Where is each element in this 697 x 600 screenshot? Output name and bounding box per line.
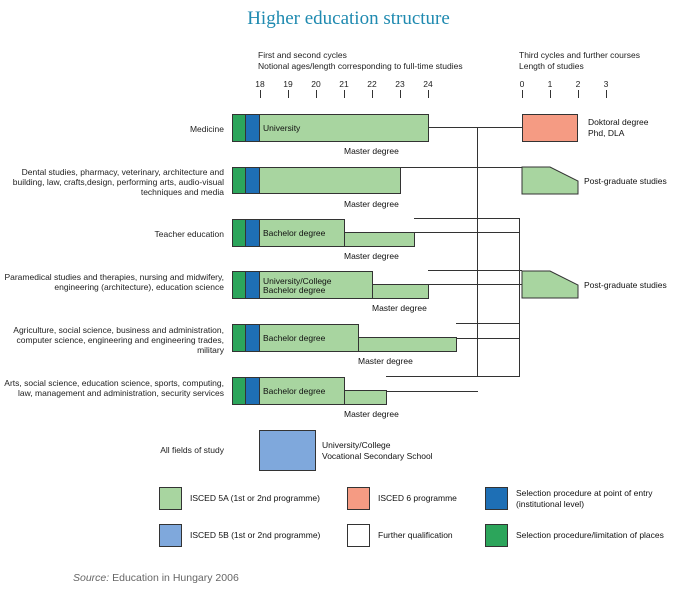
length-tick: 2 <box>575 79 581 89</box>
row-label-arts: Arts, social science, education science, sports, computing, law, management and administration, security services <box>4 378 224 398</box>
doctoral-label: Doktoral degree Phd, DLA <box>588 117 649 138</box>
age-tick: 23 <box>395 79 405 89</box>
source-text: Education in Hungary 2006 <box>112 572 239 584</box>
arts-degree: Master degree <box>344 409 399 419</box>
length-tick: 1 <box>547 79 553 89</box>
dental-degree: Master degree <box>344 199 399 209</box>
teacher-bar-label: Bachelor degree <box>263 228 326 238</box>
legend-swatch-isced6 <box>347 487 370 510</box>
row-label-medicine: Medicine <box>189 124 224 134</box>
postgrad-shape-2 <box>522 271 578 298</box>
legend-label-isced5a: ISCED 5A (1st or 2nd programme) <box>190 493 320 503</box>
paramedical-degree: Master degree <box>372 303 427 313</box>
legend-swatch-entry-selection <box>485 487 508 510</box>
header-line-1: First and second cycles <box>258 50 347 60</box>
medicine-degree: Master degree <box>344 146 399 156</box>
arts-bar-label: Bachelor degree <box>263 386 326 396</box>
source-note <box>73 572 239 584</box>
legend-label-isced5b: ISCED 5B (1st or 2nd programme) <box>190 530 321 540</box>
length-tick: 0 <box>519 79 525 89</box>
row-label-all-fields: All fields of study <box>160 445 224 455</box>
postgrad-label-2: Post-graduate studies <box>584 280 667 290</box>
agriculture-bar-label: Bachelor degree <box>263 333 326 343</box>
source-prefix: Source: <box>73 572 110 584</box>
legend-label-isced6: ISCED 6 programme <box>378 493 457 503</box>
age-tick: 24 <box>423 79 433 89</box>
header-line-4: Length of studies <box>519 61 584 71</box>
row-label-paramedical: Paramedical studies and therapies, nursing and midwifery, engineering (architecture), education science <box>4 272 224 292</box>
postgrad-shape-1 <box>522 167 578 194</box>
row-label-agriculture: Agriculture, social science, business and administration, computer science, engineering and engineering trades, military <box>13 325 224 355</box>
legend-swatch-isced5b <box>159 524 182 547</box>
age-tick: 18 <box>255 79 265 89</box>
header-line-3: Third cycles and further courses <box>519 50 640 60</box>
age-tick: 20 <box>311 79 321 89</box>
age-tick: 21 <box>339 79 349 89</box>
header-line-2: Notional ages/length corresponding to full-time studies <box>258 61 463 71</box>
row-label-teacher: Teacher education <box>154 229 224 239</box>
teacher-degree: Master degree <box>344 251 399 261</box>
legend-label-further: Further qualification <box>378 530 453 540</box>
paramedical-bar-label: University/College Bachelor degree <box>263 276 332 295</box>
row-label-dental: Dental studies, pharmacy, veterinary, architecture and building, law, crafts,design, performing arts, audio-visual techniques and media <box>12 167 224 197</box>
age-tick: 19 <box>283 79 293 89</box>
legend-swatch-isced5a <box>159 487 182 510</box>
note-line-1: University/College <box>322 440 391 450</box>
age-tick: 22 <box>367 79 377 89</box>
legend-label-entry-selection: Selection procedure at point of entry (institutional level) <box>516 488 653 509</box>
note-line-2: Vocational Secondary School <box>322 451 433 461</box>
legend-label-limitation: Selection procedure/limitation of places <box>516 530 664 540</box>
postgrad-label-1: Post-graduate studies <box>584 176 667 186</box>
legend-swatch-limitation <box>485 524 508 547</box>
diagram-title: Higher education structure <box>247 8 450 29</box>
length-tick: 3 <box>603 79 609 89</box>
agriculture-degree: Master degree <box>358 356 413 366</box>
legend-swatch-further <box>347 524 370 547</box>
medicine-bar-label: University <box>263 123 301 133</box>
